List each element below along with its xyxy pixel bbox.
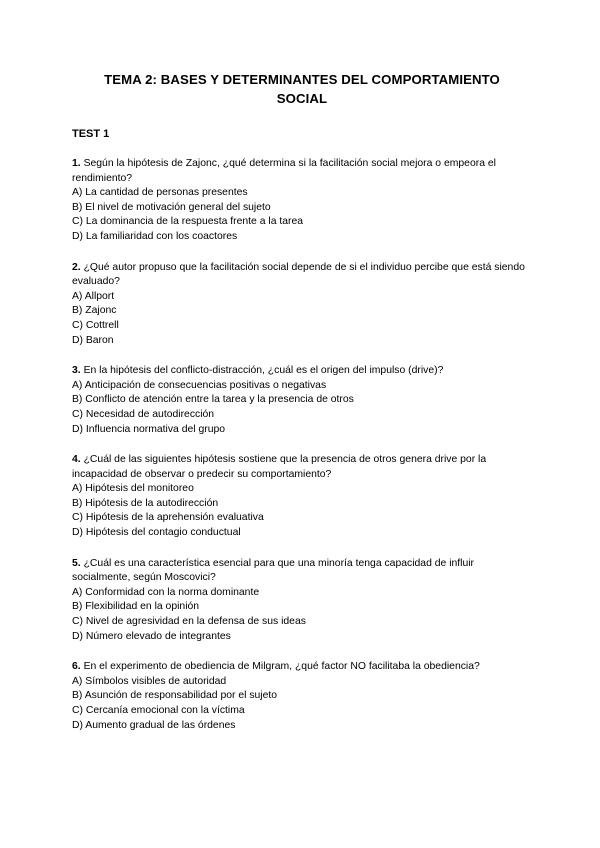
option-b: B) Conflicto de atención entre la tarea y la presencia de otros xyxy=(72,394,354,406)
option-b: B) Zajonc xyxy=(72,305,117,317)
option-b: B) Asunción de responsabilidad por el sujeto xyxy=(72,690,278,702)
option-d: D) La familiaridad con los coactores xyxy=(72,230,238,242)
option-c: C) Cottrell xyxy=(72,319,119,331)
test-label: TEST 1 xyxy=(72,128,110,140)
question-number: 6. xyxy=(72,661,81,673)
question-body: En la hipótesis del conflicto-distracción, ¿cuál es el origen del impulso (drive)? xyxy=(83,365,444,377)
question-body: En el experimento de obediencia de Milgram, ¿qué factor NO facilitaba la obediencia? xyxy=(83,661,480,673)
option-a: A) Símbolos visibles de autoridad xyxy=(72,675,227,687)
question-2 xyxy=(72,261,532,349)
option-b: B) El nivel de motivación general del sujeto xyxy=(72,201,271,213)
title-line-1: TEMA 2: BASES Y DETERMINANTES DEL COMPORTAMIENTO xyxy=(104,72,500,87)
question-body: Según la hipótesis de Zajonc, ¿qué determina si la facilitación social mejora o empeora el rendimiento? xyxy=(72,158,496,184)
question-number: 4. xyxy=(72,454,81,466)
option-a: A) Conformidad con la norma dominante xyxy=(72,586,260,598)
question-body: ¿Qué autor propuso que la facilitación social depende de si el individuo percibe que está siendo evaluado? xyxy=(72,261,525,288)
question-body: ¿Cuál de las siguientes hipótesis sostiene que la presencia de otros genera drive por la incapacidad de observar o predecir su comportamiento? xyxy=(72,454,487,480)
option-a: A) Allport xyxy=(72,290,115,302)
question-text xyxy=(72,557,532,586)
question-5 xyxy=(72,557,532,645)
option-d: D) Hipótesis del contagio conductual xyxy=(72,527,241,539)
option-d: D) Número elevado de integrantes xyxy=(72,630,231,642)
option-d: D) Influencia normativa del grupo xyxy=(72,423,226,435)
document-page xyxy=(72,0,532,733)
question-text xyxy=(72,660,532,675)
document-title xyxy=(72,70,532,108)
option-c: C) La dominancia de la respuesta frente a la tarea xyxy=(72,216,304,228)
option-c: C) Cercanía emocional con la víctima xyxy=(72,705,245,716)
question-6 xyxy=(72,660,532,733)
option-c: C) Nivel de agresividad en la defensa de sus ideas xyxy=(72,616,306,628)
option-a: A) Anticipación de consecuencias positivas o negativas xyxy=(72,379,327,391)
option-a: A) La cantidad de personas presentes xyxy=(72,187,248,199)
question-number: 5. xyxy=(72,557,81,569)
option-d: D) Aumento gradual de las órdenes xyxy=(72,719,236,731)
question-4 xyxy=(72,453,532,541)
question-body: ¿Cuál es una característica esencial para que una minoría tenga capacidad de influir socialmente, según Moscovici? xyxy=(72,557,475,584)
option-c: C) Necesidad de autodirección xyxy=(72,408,215,420)
option-c: C) Hipótesis de la aprehensión evaluativa xyxy=(72,512,264,524)
question-number: 3. xyxy=(72,365,81,377)
option-b: B) Hipótesis de la autodirección xyxy=(72,497,219,509)
question-text xyxy=(72,157,532,186)
question-3 xyxy=(72,364,532,437)
option-d: D) Baron xyxy=(72,334,114,346)
question-1 xyxy=(72,157,532,245)
question-text xyxy=(72,261,532,290)
option-b: B) Flexibilidad en la opinión xyxy=(72,601,200,613)
question-text xyxy=(72,453,532,482)
question-text xyxy=(72,364,532,379)
question-number: 1. xyxy=(72,158,81,169)
question-number: 2. xyxy=(72,261,81,273)
title-line-2: SOCIAL xyxy=(276,91,328,106)
option-a: A) Hipótesis del monitoreo xyxy=(72,483,194,495)
